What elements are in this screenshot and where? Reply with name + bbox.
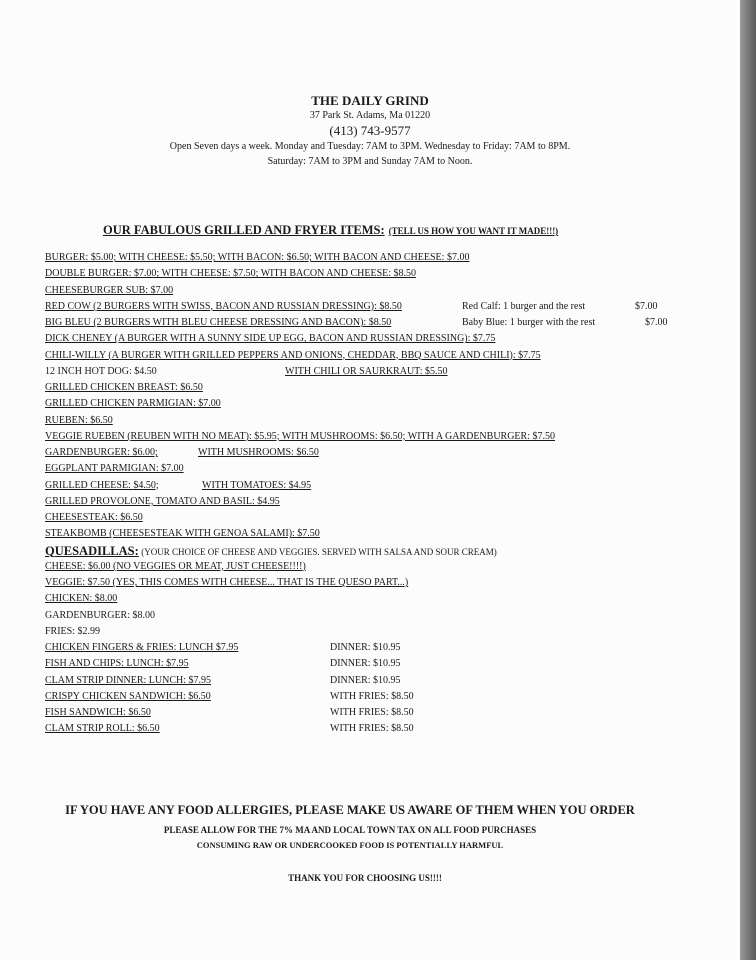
item-grilled-cheese: GRILLED CHEESE: $4.50;: [45, 479, 159, 491]
item-grilled-provolone: GRILLED PROVOLONE, TOMATO AND BASIL: $4.95: [45, 495, 280, 507]
item-big-bleu: BIG BLEU (2 BURGERS WITH BLEU CHEESE DRESSING AND BACON): $8.50: [45, 317, 392, 328]
menu-item: [45, 396, 685, 412]
item-clam-strip-roll: CLAM STRIP ROLL: $6.50: [45, 723, 160, 735]
menu-item: [45, 348, 685, 364]
menu-item: [45, 575, 685, 591]
item-grilled-cheese-tomatoes: WITH TOMATOES: $4.95: [202, 479, 312, 491]
item-clam-strip-dinner-dinner: DINNER: $10.95: [330, 674, 401, 686]
item-steakbomb: STEAKBOMB (CHEESESTEAK WITH GENOA SALAMI): $7.50: [45, 528, 320, 540]
item-dick-cheney: DICK CHENEY (A BURGER WITH A SUNNY SIDE UP EGG, BACON AND RUSSIAN DRESSING): $7.75: [45, 333, 496, 345]
menu-item: [45, 250, 685, 266]
item-grilled-chicken: GRILLED CHICKEN BREAST: $6.50: [45, 382, 203, 393]
item-crispy-chicken-fries: WITH FRIES: $8.50: [330, 690, 414, 702]
item-gardenburger: GARDENBURGER: $6.00;: [45, 447, 158, 458]
item-q-cheese: CHEESE: $6.00 (NO VEGGIES OR MEAT, JUST CHEESE!!!!): [45, 560, 306, 572]
menu-item: [45, 526, 685, 542]
menu-item: [45, 380, 685, 396]
item-crispy-chicken: CRISPY CHICKEN SANDWICH: $6.50: [45, 690, 211, 702]
allergy-notice: IF YOU HAVE ANY FOOD ALLERGIES, PLEASE MAKE US AWARE OF THEM WHEN YOU ORDER: [65, 803, 635, 817]
menu-item: [45, 478, 685, 494]
menu-item: [45, 266, 685, 282]
item-chicken-parm: GRILLED CHICKEN PARMIGIAN: $7.00: [45, 398, 221, 410]
menu-item: [45, 429, 685, 445]
menu-item: [45, 591, 685, 607]
section-note: (TELL US HOW YOU WANT IT MADE!!!): [388, 226, 559, 236]
item-red-cow: RED COW (2 BURGERS WITH SWISS, BACON AND RUSSIAN DRESSING): $8.50: [45, 300, 402, 312]
menu-item: [45, 331, 685, 347]
menu-item: [45, 624, 685, 640]
menu-item: [45, 510, 685, 526]
item-burger: BURGER: $5.00; WITH CHEESE: $5.50; WITH BACON: $6.50; WITH BACON AND CHEESE: $7.00: [45, 252, 470, 263]
menu-item: [45, 543, 685, 559]
restaurant-phone: (413) 743-9577: [329, 123, 411, 138]
item-fish-sandwich: FISH SANDWICH: $6.50: [45, 707, 151, 718]
menu-item: [45, 315, 685, 331]
item-fish-sandwich-fries: WITH FRIES: $8.50: [330, 707, 414, 718]
item-cheesesteak: CHEESESTEAK: $6.50: [45, 512, 143, 523]
menu-item: [45, 445, 685, 461]
hours-weekday: Open Seven days a week. Monday and Tuesday: 7AM to 3PM. Wednesday to Friday: 7AM to 8PM.: [169, 141, 571, 152]
restaurant-name: THE DAILY GRIND: [311, 93, 429, 108]
item-double-burger: DOUBLE BURGER: $7.00; WITH CHEESE: $7.50; WITH BACON AND CHEESE: $8.50: [45, 268, 417, 280]
menu-list: [45, 250, 685, 738]
item-q-gardenburger: GARDENBURGER: $8.00: [45, 609, 156, 621]
menu-item: [45, 461, 685, 477]
item-rueben: RUEBEN: $6.50: [45, 414, 113, 426]
item-q-chicken: CHICKEN: $8.00: [45, 593, 118, 605]
thank-you: THANK YOU FOR CHOOSING US!!!!: [288, 873, 442, 883]
section-heading: [103, 221, 558, 239]
item-fries: FRIES: $2.99: [45, 625, 101, 637]
item-fish-chips: FISH AND CHIPS: LUNCH: $7.95: [45, 658, 189, 670]
item-eggplant: EGGPLANT PARMIGIAN: $7.00: [45, 463, 184, 475]
menu-item: [45, 559, 685, 575]
menu-item: [45, 673, 685, 689]
item-baby-blue-price: $7.00: [645, 317, 668, 328]
item-chicken-fingers-dinner: DINNER: $10.95: [330, 642, 401, 653]
menu-item: [45, 689, 685, 705]
item-q-veggie: VEGGIE: $7.50 (YES, THIS COMES WITH CHEESE... THAT IS THE QUESO PART...): [45, 577, 409, 588]
hours-weekend: Saturday: 7AM to 3PM and Sunday 7AM to Noon.: [267, 156, 473, 167]
item-cheeseburger-sub: CHEESEBURGER SUB: $7.00: [45, 284, 174, 296]
menu-item: [45, 283, 685, 299]
menu-item: [45, 640, 685, 656]
page-edge-shadow: [740, 0, 756, 960]
menu-item: [45, 656, 685, 672]
item-baby-blue: Baby Blue: 1 burger with the rest: [462, 317, 596, 328]
restaurant-address: 37 Park St. Adams, Ma 01220: [309, 110, 431, 121]
item-gardenburger-mushrooms: WITH MUSHROOMS: $6.50: [198, 447, 319, 458]
item-hot-dog-chili: WITH CHILI OR SAURKRAUT: $5.50: [285, 365, 448, 377]
tax-notice: PLEASE ALLOW FOR THE 7% MA AND LOCAL TOWN TAX ON ALL FOOD PURCHASES: [163, 825, 537, 835]
menu-item: [45, 721, 685, 737]
item-chicken-fingers: CHICKEN FINGERS & FRIES: LUNCH $7.95: [45, 642, 239, 653]
item-clam-strip-dinner: CLAM STRIP DINNER: LUNCH: $7.95: [45, 674, 212, 686]
menu-item: [45, 494, 685, 510]
menu-item: [45, 299, 685, 315]
menu-item: [45, 364, 685, 380]
menu-item: [45, 705, 685, 721]
item-veggie-rueben: VEGGIE RUEBEN (REUBEN WITH NO MEAT): $5.95; WITH MUSHROOMS: $6.50; WITH A GARDENBURGER: $7.50: [45, 430, 555, 442]
item-hot-dog: 12 INCH HOT DOG: $4.50: [45, 365, 157, 377]
menu-item: [45, 608, 685, 624]
item-quesadillas-note: (YOUR CHOICE OF CHEESE AND VEGGIES. SERVED WITH SALSA AND SOUR CREAM): [141, 546, 497, 557]
raw-food-warning: CONSUMING RAW OR UNDERCOOKED FOOD IS POTENTIALLY HARMFUL: [196, 840, 504, 850]
section-title: OUR FABULOUS GRILLED AND FRYER ITEMS:: [103, 223, 385, 237]
menu-item: [45, 413, 685, 429]
item-quesadillas: QUESADILLAS:: [45, 543, 139, 558]
item-red-calf: Red Calf: 1 burger and the rest: [462, 300, 586, 312]
item-red-calf-price: $7.00: [635, 300, 658, 312]
item-fish-chips-dinner: DINNER: $10.95: [330, 658, 401, 670]
item-clam-strip-roll-fries: WITH FRIES: $8.50: [330, 723, 414, 735]
item-chili-willy: CHILI-WILLY (A BURGER WITH GRILLED PEPPERS AND ONIONS, CHEDDAR, BBQ SAUCE AND CHILI): $7.75: [45, 349, 541, 361]
